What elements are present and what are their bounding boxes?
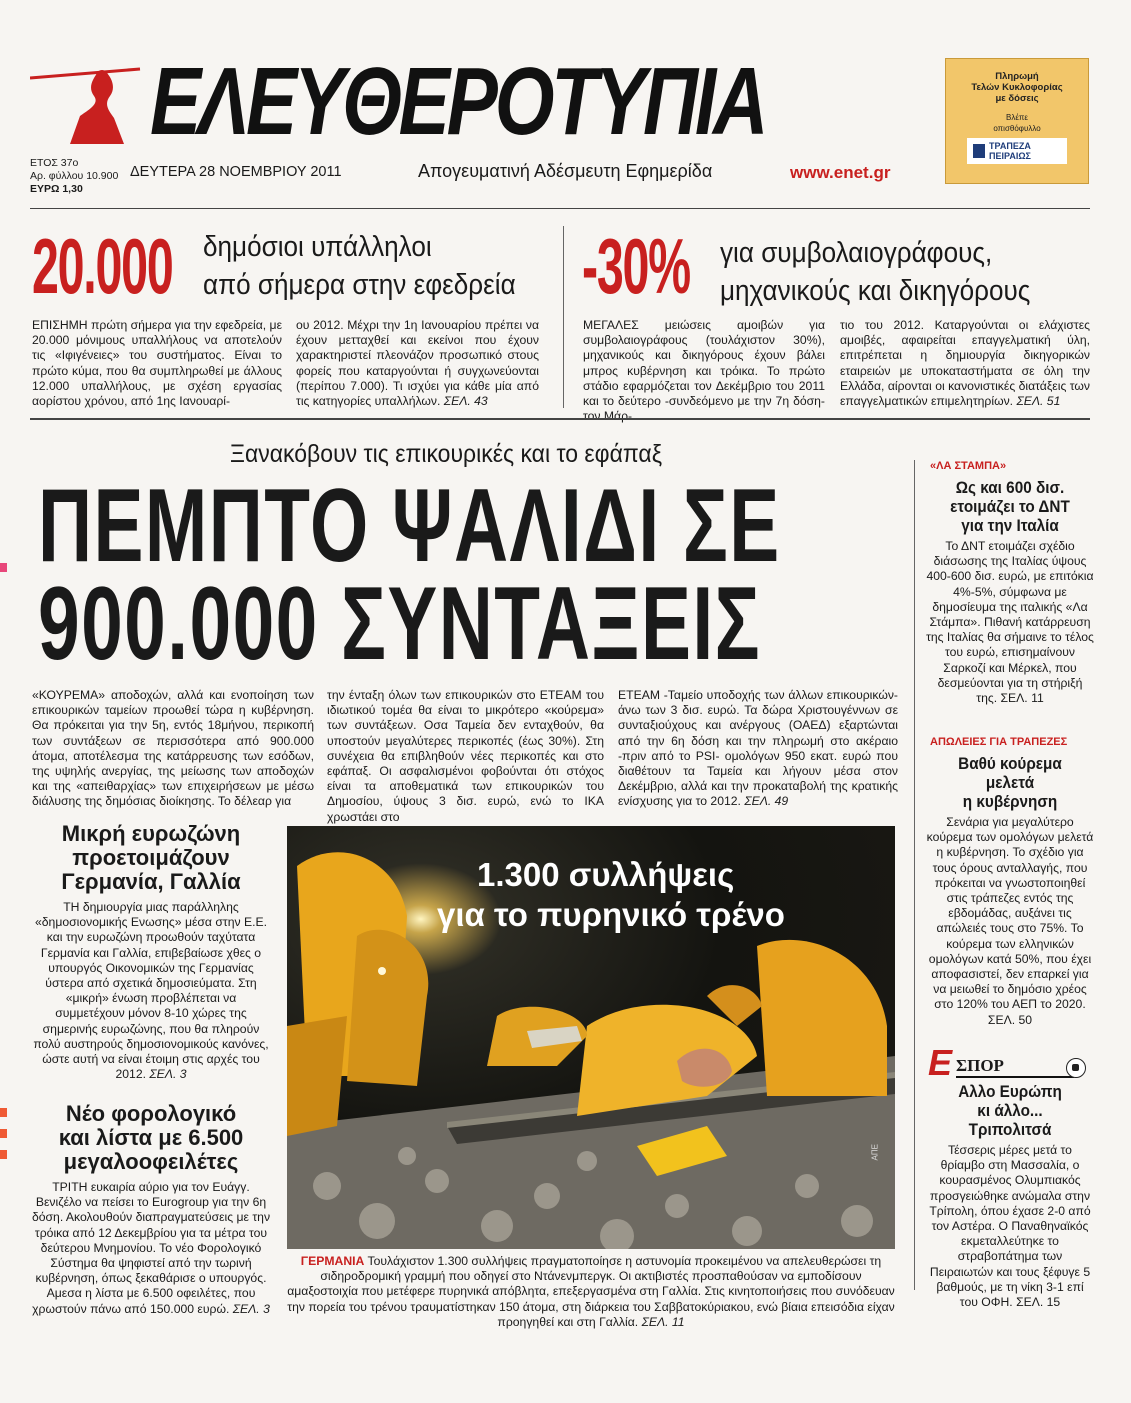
left-story-1-headline: προετοιμάζουν xyxy=(72,845,230,870)
page-ref-link[interactable]: ΣΕΛ. 43 xyxy=(443,394,488,409)
photo-headline: για το πυρηνικό τρένο xyxy=(437,896,785,933)
page-ref-link[interactable]: ΣΕΛ. 50 xyxy=(987,1012,1033,1027)
sidebar-headline: η κυβέρνηση xyxy=(962,792,1058,811)
ad-box[interactable] xyxy=(945,58,1089,184)
ad-line: με δόσεις xyxy=(995,93,1039,104)
bank-logo-icon xyxy=(973,144,985,158)
left-story-1-text: ΤΗ δημιουργία μιας παράλληλης «δημοσιονομικής Ενωσης» μέσα στην Ε.Ε. και την ευρωζώνη προωθούν ταχύτατα Γερμανία και Γαλλία, επιβεβαίωσε χθες ο υπουργός Οικονομικών της Γερμανίας ύστερα από σχετικά δημοσιεύματα. Στη «μικρή» ένωση προβλέπεται να συμμετέχουν μόνον 8-10 χώρες της σημερινής ευρωζώνης, που θα πληρούν πολύ αυστηρούς δημοσιονομικούς κανόνες, ώστε αυτή να είναι έτοιμη στις αρχές του 2012. xyxy=(33,900,269,1082)
top-right-col2-text: τιο του 2012. Καταργούνται οι ελάχιστες αμοιβές, αφαιρείται επαγγελματική ύλη, επιτρέπεται η δημιουργία δικηγορικών εταιρειών με υποκαταστήματα σε όλη την Ελλάδα, αίρονται οι κανονιστικές διατάξεις των επαγγελματικών επιμελητηρίων. xyxy=(840,318,1090,409)
lead-kicker: Ξανακόβουν τις επικουρικές και το εφάπαξ xyxy=(230,440,663,468)
sidebar-headline: ετοιμάζει το ΔΝΤ xyxy=(950,497,1070,516)
top-right-headline: μηχανικούς και δικηγόρους xyxy=(720,275,1031,307)
sidebar-body-text: Σενάρια για μεγαλύτερο κούρεμα των ομολόγων μελετά η κυβέρνηση. Το σχέδιο για τους όρους ανταλλαγής, που πρόκειται να γνωστοποιηθεί στις τράπεζες εντός της εβδομάδας, αυξάνει τις απώλειές τους στο 75%. Το κούρεμα των ελληνικών ομολόγων κατά 50%, που έχει αποφασιστεί, δεν επαρκεί για να μειωθεί το δημόσιο χρέος στο 120% του ΑΕΠ το 2020. xyxy=(926,815,1094,1012)
top-right-headline: για συμβολαιογράφους, xyxy=(720,237,993,269)
ad-line: Πληρωμή xyxy=(995,71,1039,82)
sidebar-body-text: Το ΔΝΤ ετοιμάζει σχέδιο διάσωσης της Ιταλίας ύψους 400-600 δισ. ευρώ, με επιτόκια 4%-5%, σύμφωνα με δημοσίευμα της ιταλικής «Λα Στάμπα». Πιθανή κατάρρευση της Ιταλίας θα σήμαινε το τέλος του ευρώ, επισημαίνουν Σαρκοζί και Μέρκελ, που δεσμεύονται για τη στήριξή της. xyxy=(926,539,1094,706)
page-ref-link[interactable]: ΣΕΛ. 49 xyxy=(744,794,789,809)
sport-logo-rest: ΣΠΟΡ xyxy=(956,1056,1004,1075)
page-ref-link[interactable]: ΣΕΛ. 15 xyxy=(1016,1295,1061,1310)
lead-col1: «ΚΟΥΡΕΜΑ» αποδοχών, αλλά και ενοποίηση των επικουρικών ταμείων προωθεί τώρα η κυβέρνηση. Θα πρόκειται για την 5η, εντός 18μήνου, περικοπή των συντάξεων σε περισσότερα από 900.000 άτομα, αποτέλεσμα της κατάρρευσης των εσόδων, της υψηλής ανεργίας, της μείωσης των αποδοχών και της «απειθαρχίας» των επιχειρήσεων με μέσω διάλυσης της δημόσιας διοίκησης. Το δέλεαρ για xyxy=(32,688,314,809)
sidebar-story-1 xyxy=(926,460,1094,706)
sidebar-headline: κι άλλο... xyxy=(977,1101,1043,1120)
top-divider xyxy=(563,226,564,408)
sidebar-headline: μελετά xyxy=(985,773,1035,792)
bank-name: ΤΡΑΠΕΖΑ xyxy=(989,141,1031,151)
sport-logo-underline xyxy=(956,1076,1074,1078)
issue-number: Αρ. φύλλου 10.900 xyxy=(30,170,119,182)
top-left-col2-text: ου 2012. Μέχρι την 1η Ιανουαρίου πρέπει να έχουν μετταχθεί και εκείνοι που έχουν χαρακτηριστεί πλεονάζον προσωπικό στους φορείς που καταργούνται ή συγχωνεύονται (περίπου 7.000). Τι ισχύει για κάθε μία από τις κατηγορίες υπαλλήλων. xyxy=(296,318,539,409)
top-left-col1: ΕΠΙΣΗΜΗ πρώτη σήμερα για την εφεδρεία, με 20.000 μόνιμους υπαλλήλους να αποτελούν τις «Ιφιγένειες» του συστήματος. Είναι το πρώτο κύμα, που θα συμπληρωθεί με άλλους 12.000 υπαλλήλους, με σχέση εργασίας αορίστου χρόνου, από 1ης Ιανουαρί- xyxy=(32,318,282,409)
section-rule xyxy=(30,418,1090,420)
left-story-2-headline: Νέο φορολογικό xyxy=(65,1101,237,1126)
sidebar-body-text: Τέσσερις μέρες μετά το θρίαμβο στη Μασσαλία, ο κουρασμένος Ολυμπιακός προσγειώθηκε ανώμαλα στην Τρίπολη, όπου έχασε 2-0 από τον Αστέρα. Ο Παναθηναϊκός εκμεταλλεύτηκε το στραβοπάτημα των Πειραιωτών και τους ξέφυγε 5 βαθμούς, με τη νίκη 3-1 επί του ΟΦΗ. xyxy=(929,1143,1091,1310)
sidebar-headline: για την Ιταλία xyxy=(961,516,1059,535)
top-right-number: -30% xyxy=(582,222,690,310)
top-right-col1: ΜΕΓΑΛΕΣ μειώσεις αμοιβών για συμβολαιογράφους (τουλάχιστον 30%), μηχανικούς και δικηγόρους έχουν βάλει μπρος κυβέρνηση και τρόικα. Το πρώτο στάδιο εφαρμόζεται τον Δεκέμβριο του 2011 και το δεύτερο -συνδεόμενο με την 7η δόση- τον Μάρ- xyxy=(583,318,825,424)
logo-figure-icon xyxy=(30,66,145,146)
ad-line: οπισθόφυλλο xyxy=(993,124,1041,133)
page-ref-link[interactable]: ΣΕΛ. 11 xyxy=(1000,691,1044,706)
left-story-2-body xyxy=(30,1180,272,1317)
left-story-1-headline: Μικρή ευρωζώνη xyxy=(61,821,241,846)
website-link[interactable]: www.enet.gr xyxy=(790,163,891,182)
sidebar-body xyxy=(926,815,1094,1028)
issue-price: ΕΥΡΩ 1,30 xyxy=(30,183,83,195)
sidebar-body xyxy=(926,539,1094,706)
ad-line: Βλέπε xyxy=(1006,113,1028,122)
color-marker xyxy=(0,1150,7,1159)
lead-col2: την ένταξη όλων των επικουρικών στο ΕΤΕΑΜ του ιδιωτικού τομέα θα είναι το μικρότερο «κούρεμα» των συντάξεων. Οσα Ταμεία δεν ενταχθούν, θα υποστούν μεγαλύτερες περικοπές (έως 30%). Στη συνέχεια θα επιβληθούν νέες περικοπές και στο εφάπαξ. Οι ασφαλισμένοι φοβούνται ότι στόχος είναι τα αποθεματικά των επικουρικών του Δημοσίου, ύψους 3 δισ. ευρώ, ενώ το ΙΚΑ χρωστάει στο xyxy=(327,688,604,824)
sidebar-body xyxy=(926,1143,1094,1310)
left-story-2-headline: και λίστα με 6.500 xyxy=(58,1125,244,1150)
bank-name: ΠΕΙΡΑΙΩΣ xyxy=(989,151,1031,161)
masthead xyxy=(0,0,1131,215)
lead-headline: ΠΕΜΠΤΟ ΨΑΛΙΔΙ ΣΕ xyxy=(38,468,781,584)
color-marker xyxy=(0,1108,7,1117)
tagline: Απογευματινή Αδέσμευτη Εφημερίδα xyxy=(418,161,713,181)
sidebar-divider xyxy=(914,460,915,1290)
left-story-2-headline: μεγαλοοφειλέτες xyxy=(63,1149,239,1174)
masthead-rule xyxy=(30,208,1090,209)
left-story-1 xyxy=(30,822,272,1082)
lead-col3 xyxy=(618,688,898,810)
color-marker xyxy=(0,1129,7,1138)
page-ref-link[interactable]: ΣΕΛ. 11 xyxy=(641,1314,685,1329)
caption-text: Τουλάχιστον 1.300 συλλήψεις πραγματοποίησε η αστυνομία προκειμένου να απελευθερώσει τη σιδηροδρομική γραμμή που οδηγεί στο Ντάνενμπεργκ. Οι ακτιβιστές προσπαθούσαν να εμποδίσουν αμαξοστοιχία που μετέφερε πυρηνικά απόβλητα, επεξεργασμένα στη Γαλλία. Στις κινητοποιήσεις που συνόδευαν την πορεία του τρένου τραυματίστηκαν 150 άτομα, στη διάρκεια του Σαββατοκύριακου, ενώ βίαια επεισόδια είχαν προηγηθεί και στη Γαλλία. xyxy=(287,1254,895,1329)
top-left-number: 20.000 xyxy=(32,222,173,310)
left-story-2 xyxy=(30,1102,272,1317)
left-story-2-text: ΤΡΙΤΗ ευκαιρία αύριο για τον Ευάγγ. Βενιζέλο να πείσει το Eurogroup για την 6η δόση. Ακολουθούν διαπραγματεύσεις με την τρόικα από 12 Δεκεμβρίου για τα μέτρα του δεύτερου Μνημονίου. Το νέο Φορολογικό Σύστημα θα ψηφιστεί από την τωρινή κυβέρνηση, όπως ξεκαθάρισε ο υπουργός. Αμεσα η λίστα με 6.500 οφειλέτες, που χρωστούν πάνω από 150.000 ευρώ. xyxy=(31,1180,271,1316)
sidebar-story-3 xyxy=(926,1042,1094,1310)
page-ref-link[interactable]: ΣΕΛ. 51 xyxy=(1016,394,1061,409)
sidebar-headline: Βαθύ κούρεμα xyxy=(958,754,1062,773)
news-photo[interactable] xyxy=(287,826,895,1249)
page-ref-link[interactable]: ΣΕΛ. 3 xyxy=(149,1067,187,1082)
left-story-1-headline: Γερμανία, Γαλλία xyxy=(61,869,241,894)
top-left-headline: από σήμερα στην εφεδρεία xyxy=(203,269,516,301)
ad-line: Τελών Κυκλοφορίας xyxy=(971,82,1063,93)
sidebar-headline: Ως και 600 δισ. xyxy=(955,478,1065,497)
logo-text: ΕΛΕΥΘΕΡΟΤΥΠΙΑ xyxy=(150,48,766,155)
sidebar-kicker: «ΛΑ ΣΤΑΜΠΑ» xyxy=(930,460,1007,472)
lead-col3-text: ΕΤΕΑΜ -Ταμείο υποδοχής των άλλων επικουρικών- άνω των 3 δισ. ευρώ. Τα δώρα Χριστουγέννων σε συνταξιούχους και ανέργους (ΟΑΕΔ) εξαρτώνται από την 6η δόση και την πληρωμή στο ακέραιο -πριν από το PSI- ομολόγων 950 εκατ. ευρώ που διαθέτουν τα Ταμεία και λήγουν μέσα στον Δεκέμβριο, αλλά και την προκαταβολή της κρατικής ενίσχυσης για το 2012. xyxy=(618,688,898,809)
sport-logo xyxy=(926,1042,1094,1083)
sidebar-headline: Αλλο Ευρώπη xyxy=(958,1082,1062,1101)
football-icon xyxy=(1066,1058,1086,1078)
sidebar-headline: Τριπολιτσά xyxy=(968,1120,1052,1139)
sidebar-kicker: ΑΠΩΛΕΙΕΣ ΓΙΑ ΤΡΑΠΕΖΕΣ xyxy=(930,736,1068,748)
lead-headline: 900.000 ΣΥΝΤΑΞΕΙΣ xyxy=(38,566,762,682)
top-right-col2 xyxy=(840,318,1090,409)
issue-year: ΕΤΟΣ 37ο xyxy=(30,157,79,169)
photo-credit: ΑΠΕ xyxy=(870,1144,880,1161)
photo-caption xyxy=(287,1254,895,1330)
sidebar-story-2 xyxy=(926,736,1094,1028)
sport-logo-e: Ε xyxy=(928,1042,953,1083)
top-left-headline: δημόσιοι υπάλληλοι xyxy=(203,231,432,263)
caption-kicker: ΓΕΡΜΑΝΙΑ xyxy=(300,1254,365,1268)
issue-date: ΔΕΥΤΕΡΑ 28 ΝΟΕΜΒΡΙΟΥ 2011 xyxy=(130,164,342,180)
left-story-1-body xyxy=(30,900,272,1082)
color-marker xyxy=(0,563,7,572)
photo-headline: 1.300 συλλήψεις xyxy=(477,856,735,893)
top-left-col2 xyxy=(296,318,539,409)
page-ref-link[interactable]: ΣΕΛ. 3 xyxy=(232,1301,270,1316)
